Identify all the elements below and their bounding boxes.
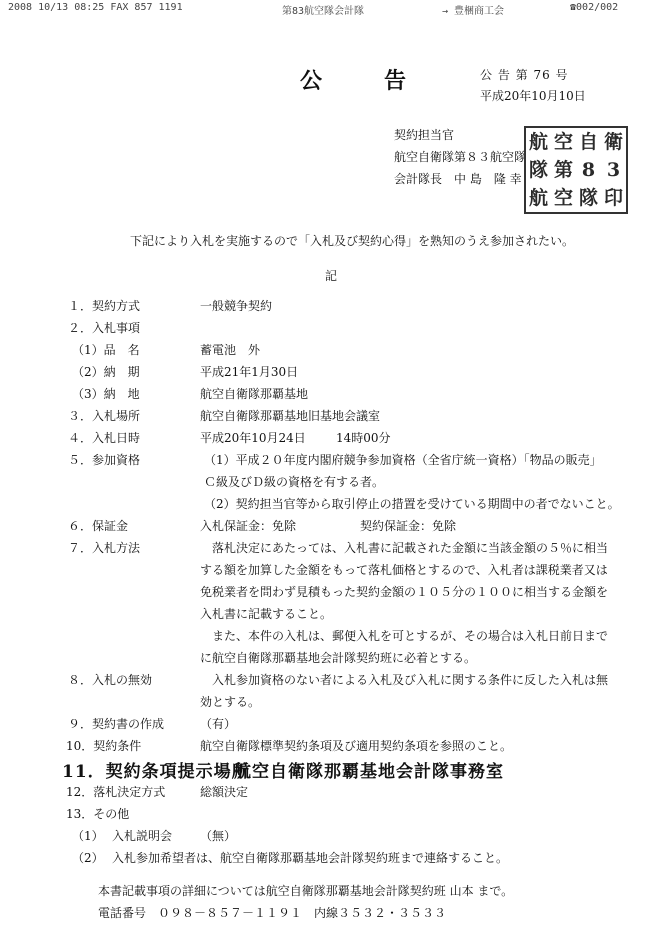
item-4-label: ４．入札日時 [68,431,141,445]
item-7-line4: 入札書に記載すること。 [200,607,333,621]
seal-char: 隊 [528,158,548,181]
item-5-label: ５．参加資格 [68,453,141,467]
item-10-value: 航空自衛隊標準契約条項及び適用契約条項を参照のこと。 [200,739,513,753]
item-13a-value: （無） [200,829,237,843]
item-4-date: 平成20年10月24日 [200,431,306,445]
item-7-label: ７．入札方法 [68,541,141,555]
footer-contact: 本書記載事項の詳細については航空自衛隊那覇基地会計隊契約班 山本 まで。 [98,884,514,898]
page-title: 公 告 [300,68,427,94]
seal-char: 印 [603,186,623,209]
fax-icon: ☎ [570,2,577,13]
item-11-value: 航空自衛隊那覇基地会計隊事務室 [234,762,504,782]
item-7-line1: 落札決定にあたっては、入札書に記載された金額に当該金額の５％に相当 [212,541,609,555]
item-10-label: 10．契約条件 [66,739,142,753]
item-8-line1: 入札参加資格のない者による入札及び入札に関する条件に反した入札は無 [212,673,609,687]
fax-header-page [570,2,618,13]
item-3-label: ３．入札場所 [68,409,141,423]
item-2a-label: （1）品 名 [72,343,140,357]
intro-text: 下記により入札を実施するので「入札及び契約心得」を熟知のうえ参加されたい。 [130,234,575,248]
seal-char: 隊 [578,186,598,209]
official-seal [524,126,628,214]
seal-char: 空 [553,186,573,209]
seal-char: 衛 [603,130,623,153]
item-3-value: 航空自衛隊那覇基地旧基地会議室 [200,409,381,423]
item-1-label: １．契約方式 [68,299,141,313]
item-7-line3: 免税業者を問わず見積もった契約金額の１０５分の１００に相当する金額を [200,585,609,599]
item-7-line5: また、本件の入札は、郵便入札を可とするが、その場合は入札日前日まで [212,629,609,643]
signatory-role: 契約担当官 [394,128,455,142]
item-5-line3: （2）契約担当官等から取引停止の措置を受けている期間中の者でないこと。 [204,497,620,511]
item-8-line2: 効とする。 [200,695,261,709]
item-1-value: 一般競争契約 [200,299,273,313]
item-13-label: 13．その他 [66,807,130,821]
item-13a-text: 入札説明会 [112,829,173,843]
item-6-value2: 契約保証金：免除 [360,519,457,533]
item-11-label: 11．契約条項提示場所 [62,762,250,782]
notice-date: 平成20年10月10日 [480,89,586,103]
item-5-line1: （1）平成２０年度内閣府競争参加資格（全省庁統一資格）「物品の販売」 [204,453,602,467]
footer-phone: 電話番号 ０９８－８５７－１１９１ 内線３５３２・３５３３ [98,906,447,920]
item-8-label: ８．入札の無効 [68,673,153,687]
seal-char: 空 [553,130,573,153]
item-2c-label: （3）納 地 [72,387,140,401]
item-12-label: 12．落札決定方式 [66,785,166,799]
seal-char: 自 [578,130,598,153]
item-12-value: 総額決定 [200,785,249,799]
seal-char: 航 [528,186,548,209]
item-7-line2: する額を加算した金額をもって落札価格とするので、入札者は課税業者又は [200,563,608,577]
fax-header-center: 第83航空隊会計隊 [282,6,365,17]
signatory-org: 航空自衛隊第８３航空隊 [394,150,527,164]
item-2b-label: （2）納 期 [72,365,140,379]
notice-number: 公 告 第 76 号 [480,68,569,82]
item-9-value: （有） [200,717,237,731]
seal-char: 3 [606,158,621,181]
item-6-value1: 入札保証金：免除 [200,519,297,533]
item-9-label: ９．契約書の作成 [68,717,165,731]
fax-page-number: 002/002 [576,2,619,13]
item-2a-value: 蓄電池 外 [200,343,261,357]
signatory-name: 会計隊長 中 島 隆 幸 [394,172,522,186]
item-2-label: ２．入札事項 [68,321,141,335]
item-2b-value: 平成21年1月30日 [200,365,299,379]
item-2c-value: 航空自衛隊那覇基地 [200,387,309,401]
item-13a-label: （1） [72,829,104,843]
seal-char: 8 [581,158,596,181]
seal-char: 第 [553,158,573,181]
item-13b-text: 入札参加希望者は、航空自衛隊那覇基地会計隊契約班まで連絡すること。 [112,851,509,865]
fax-header-right: → 豊梱商工会 [442,6,505,17]
ki-heading: 記 [325,269,338,283]
item-4-time: 14時00分 [336,431,391,445]
item-7-line6: に航空自衛隊那覇基地会計隊契約班に必着とする。 [200,651,477,665]
item-5-line2: Ｃ級及びＤ級の資格を有する者。 [204,475,385,489]
item-13b-label: （2） [72,851,104,865]
seal-char: 航 [528,130,548,153]
item-6-label: ６．保証金 [68,519,129,533]
fax-header-left: 2008 10/13 08:25 FAX 857 1191 [8,2,183,13]
